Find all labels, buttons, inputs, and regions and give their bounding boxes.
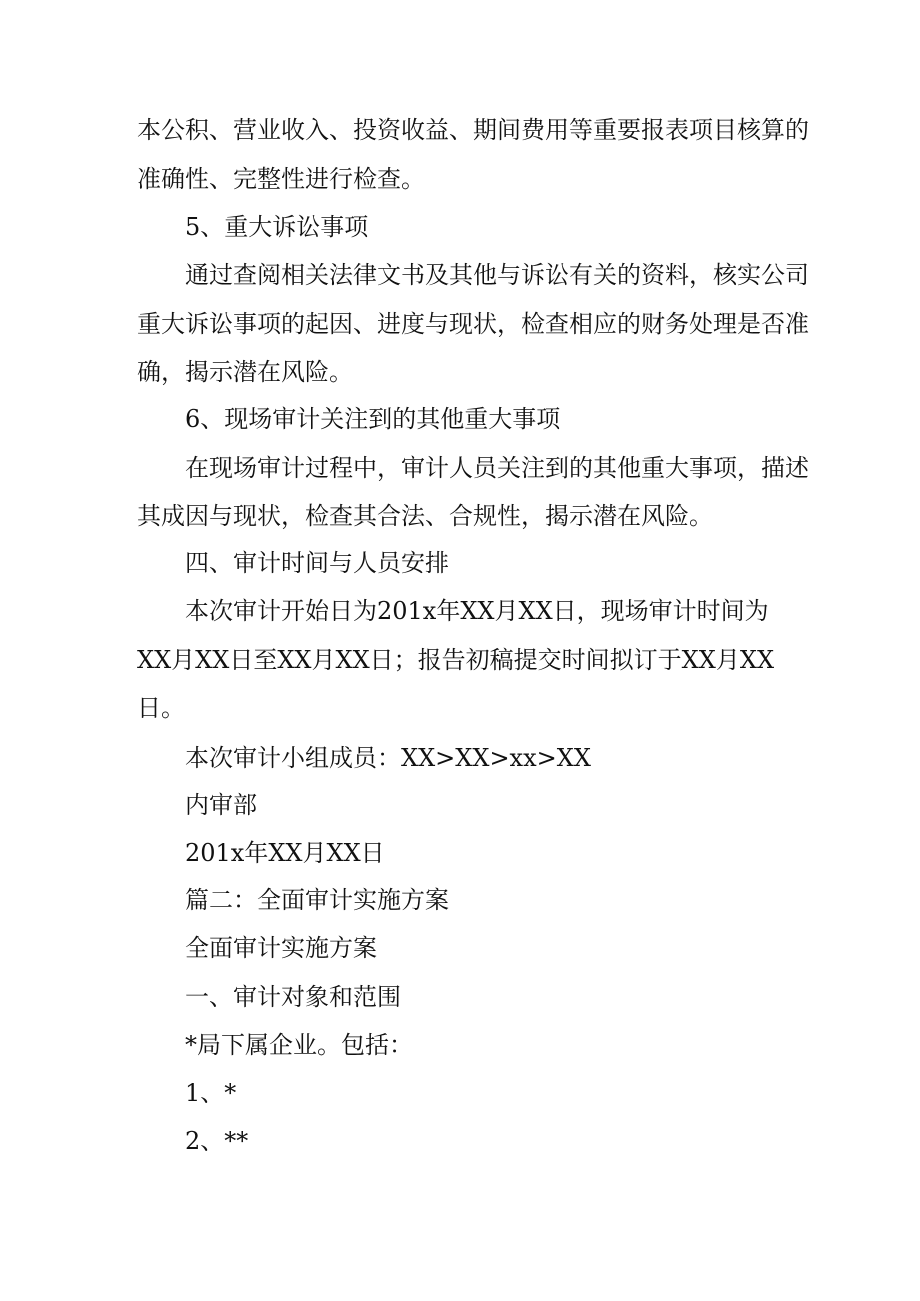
paragraph-line: XX月XX日至XX月XX日；报告初稿提交时间拟订于XX月XX — [137, 646, 775, 674]
document-title: 全面审计实施方案 — [185, 934, 377, 962]
paragraph-line: 本次审计小组成员：XX>XX>xx>XX — [185, 744, 591, 772]
list-item: 2、** — [185, 1127, 249, 1155]
list-item: 1、* — [185, 1079, 237, 1107]
paragraph-line: 本次审计开始日为201x年XX月XX日，现场审计时间为 — [185, 597, 769, 625]
section-heading: 篇二：全面审计实施方案 — [185, 886, 449, 914]
paragraph-line: 通过查阅相关法律文书及其他与诉讼有关的资料，核实公司 — [185, 261, 809, 289]
section-heading: 四、审计时间与人员安排 — [185, 549, 449, 577]
section-heading: 5、重大诉讼事项 — [185, 213, 369, 241]
paragraph-line: 在现场审计过程中，审计人员关注到的其他重大事项，描述 — [185, 454, 809, 482]
paragraph-line: 准确性、完整性进行检查。 — [137, 165, 425, 193]
paragraph-line: 其成因与现状，检查其合法、合规性，揭示潜在风险。 — [137, 502, 713, 530]
section-heading: 一、审计对象和范围 — [185, 983, 401, 1011]
section-heading: 6、现场审计关注到的其他重大事项 — [185, 405, 561, 433]
signature-date: 201x年XX月XX日 — [185, 839, 385, 867]
paragraph-line: 确，揭示潜在风险。 — [137, 358, 353, 386]
signature-department: 内审部 — [185, 791, 257, 819]
paragraph-line: 本公积、营业收入、投资收益、期间费用等重要报表项目核算的 — [137, 116, 809, 144]
paragraph-line: *局下属企业。包括： — [185, 1031, 413, 1059]
paragraph-line: 重大诉讼事项的起因、进度与现状，检查相应的财务处理是否准 — [137, 310, 809, 338]
paragraph-line: 日。 — [137, 694, 185, 722]
